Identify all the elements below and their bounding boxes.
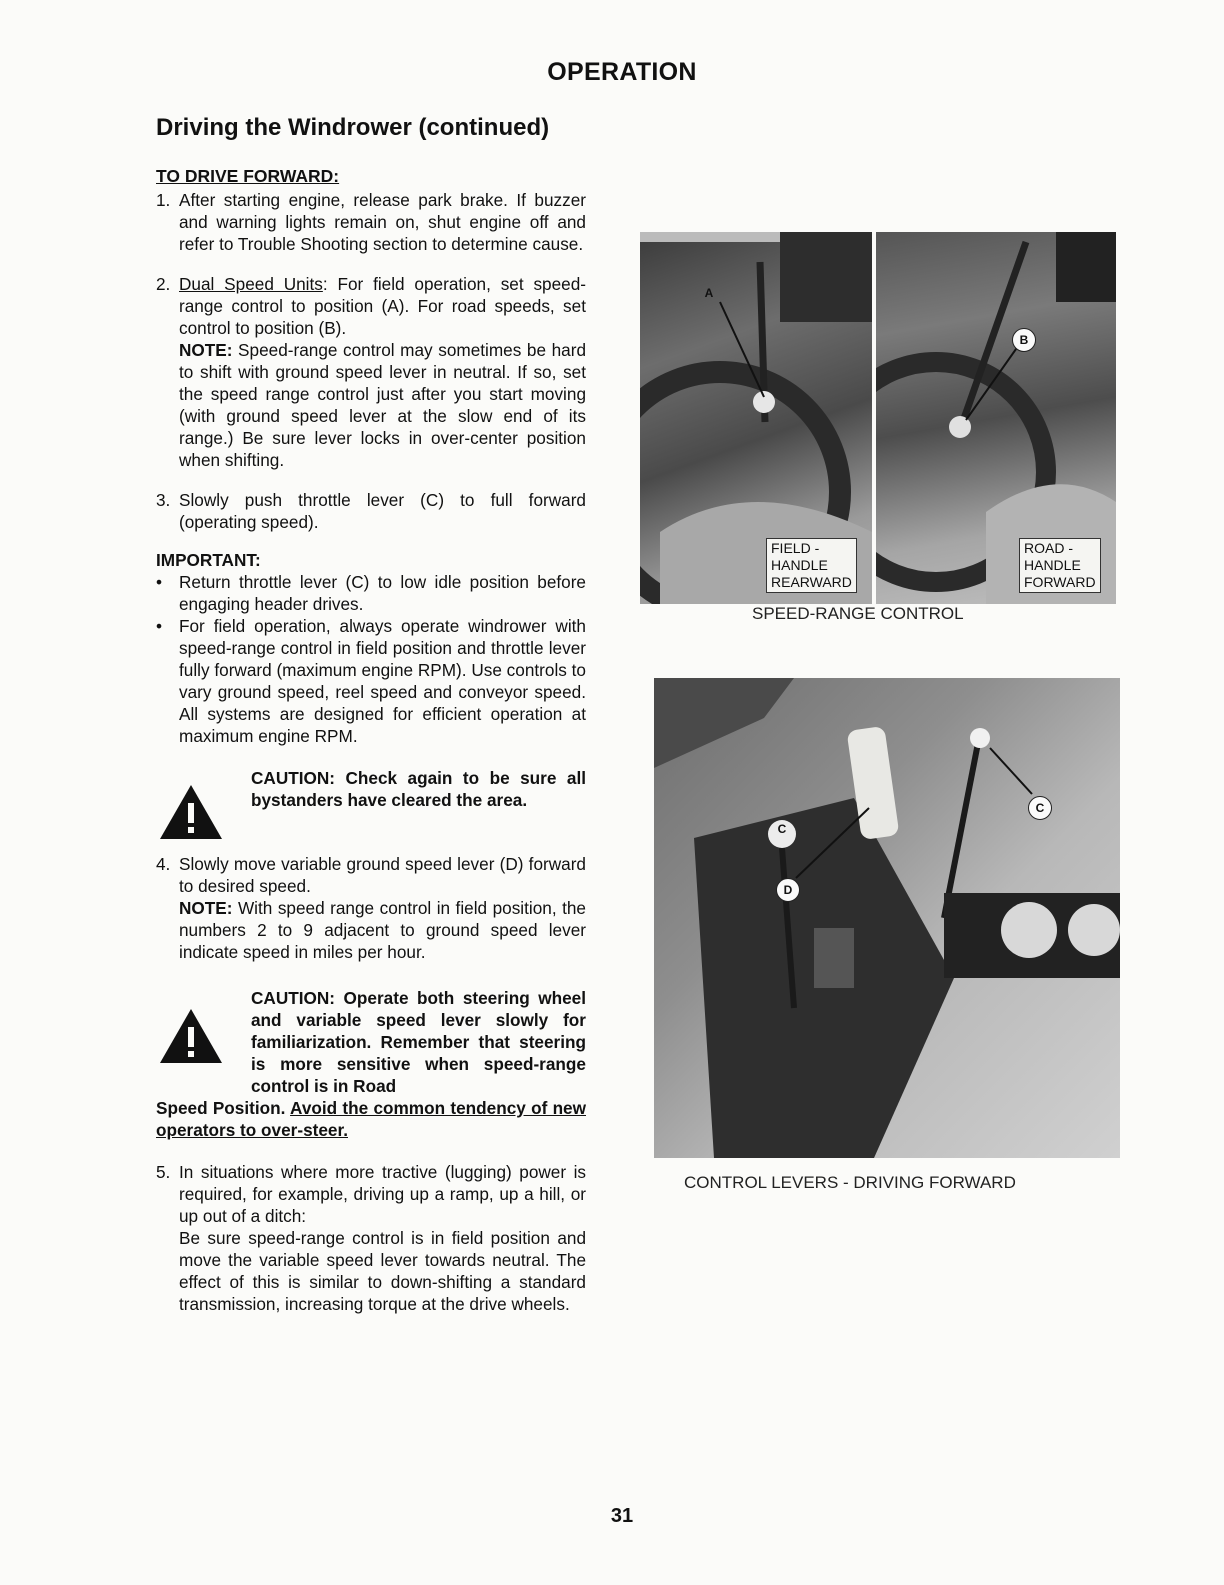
step-text: In situations where more tractive (lugging) power is required, for example, driving up a ramp, up a hill, or up out of a ditch: (179, 1162, 586, 1226)
warning-triangle-icon (158, 783, 224, 841)
important-heading: IMPORTANT: (156, 550, 261, 570)
note-label: NOTE: (179, 898, 233, 918)
road-label (1019, 538, 1101, 593)
caution-tail: Speed Position. (156, 1098, 291, 1118)
warning-triangle-icon (158, 1007, 224, 1065)
caution-text-tail (156, 1097, 586, 1141)
callout-c-left: C (777, 822, 787, 836)
photo-field-position (640, 232, 872, 604)
caption-speed-range: SPEED-RANGE CONTROL (752, 604, 964, 623)
step-number: 1. (156, 190, 171, 210)
page-number: 31 (610, 1505, 634, 1527)
photo-levers-illustration (654, 678, 1120, 1158)
important-bullet (156, 571, 586, 615)
step-3 (156, 489, 586, 533)
caution-text: CAUTION: Check again to be sure all bystanders have cleared the area. (251, 768, 586, 810)
step-1 (156, 189, 586, 255)
photo-road-position (876, 232, 1116, 604)
step-text-2: Be sure speed-range control is in field position and move the variable speed lever towards neutral. The effect of this is similar to down-shifting a standard transmission, increasing torque at the drive wheels. (179, 1228, 586, 1314)
bullet-mark: • (156, 616, 163, 636)
step-lead: Dual Speed Units (179, 274, 323, 294)
field-label-line: REARWARD (771, 574, 852, 590)
step-number: 3. (156, 490, 171, 510)
callout-d: D (776, 878, 800, 902)
step-2 (156, 273, 586, 471)
note-text: Speed-range control may sometimes be hard to shift with ground speed lever in neutral. If so, set the speed range control just after you start moving (with ground speed lever at the slow end of its range.) Be sure lever locks in over-center position when shifting. (179, 340, 586, 470)
road-label-line: FORWARD (1024, 574, 1096, 590)
bullet-text: For field operation, always operate windrower with speed-range control in field position and throttle lever fully forward (maximum engine RPM). Use controls to vary ground speed, reel speed and conveyor speed. All systems are designed for efficient operation at maximum engine RPM. (179, 616, 586, 746)
important-bullet (156, 615, 586, 747)
callout-c-right: C (1028, 796, 1052, 820)
callout-a: A (704, 286, 714, 300)
caution-block-2 (156, 987, 586, 1141)
caution-text: CAUTION: Operate both steering wheel and variable speed lever slowly for familiarization. Remember that steering is more sensitive when speed-range control is in Road (251, 988, 586, 1096)
bullet-text: Return throttle lever (C) to low idle position before engaging header drives. (179, 572, 586, 614)
subheading-drive-forward: TO DRIVE FORWARD: (156, 166, 340, 186)
step-number: 4. (156, 854, 171, 874)
field-label (766, 538, 857, 593)
step-number: 5. (156, 1162, 171, 1182)
step-text: Slowly move variable ground speed lever (D) forward to desired speed. (179, 854, 586, 896)
step-4 (156, 853, 586, 963)
note-label: NOTE: (179, 340, 233, 360)
section-title: Driving the Windrower (continued) (156, 114, 550, 141)
field-label-line: HANDLE (771, 557, 828, 573)
step-text: Slowly push throttle lever (C) to full forward (operating speed). (179, 490, 586, 532)
caution-block-1 (156, 767, 586, 811)
caution-tail-underlined: Avoid the common tendency of new operators to over-steer. (156, 1098, 586, 1140)
road-label-line: HANDLE (1024, 557, 1081, 573)
step-5 (156, 1161, 586, 1315)
step-text: : For field operation, set speed-range control to position (A). For road speeds, set control to position (B). (179, 274, 586, 338)
road-label-line: ROAD - (1024, 540, 1073, 556)
instructions-column (156, 165, 586, 1315)
note-text: With speed range control in field position, the numbers 2 to 9 adjacent to ground speed lever indicate speed in miles per hour. (179, 898, 586, 962)
step-text: After starting engine, release park brake. If buzzer and warning lights remain on, shut engine off and refer to Trouble Shooting section to determine cause. (179, 190, 586, 254)
callout-b: B (1012, 328, 1036, 352)
step-number: 2. (156, 274, 171, 294)
page-header: OPERATION (547, 58, 697, 86)
bullet-mark: • (156, 572, 163, 592)
field-label-line: FIELD - (771, 540, 820, 556)
caption-control-levers: CONTROL LEVERS - DRIVING FORWARD (684, 1173, 1016, 1192)
photo-control-levers (654, 678, 1120, 1158)
